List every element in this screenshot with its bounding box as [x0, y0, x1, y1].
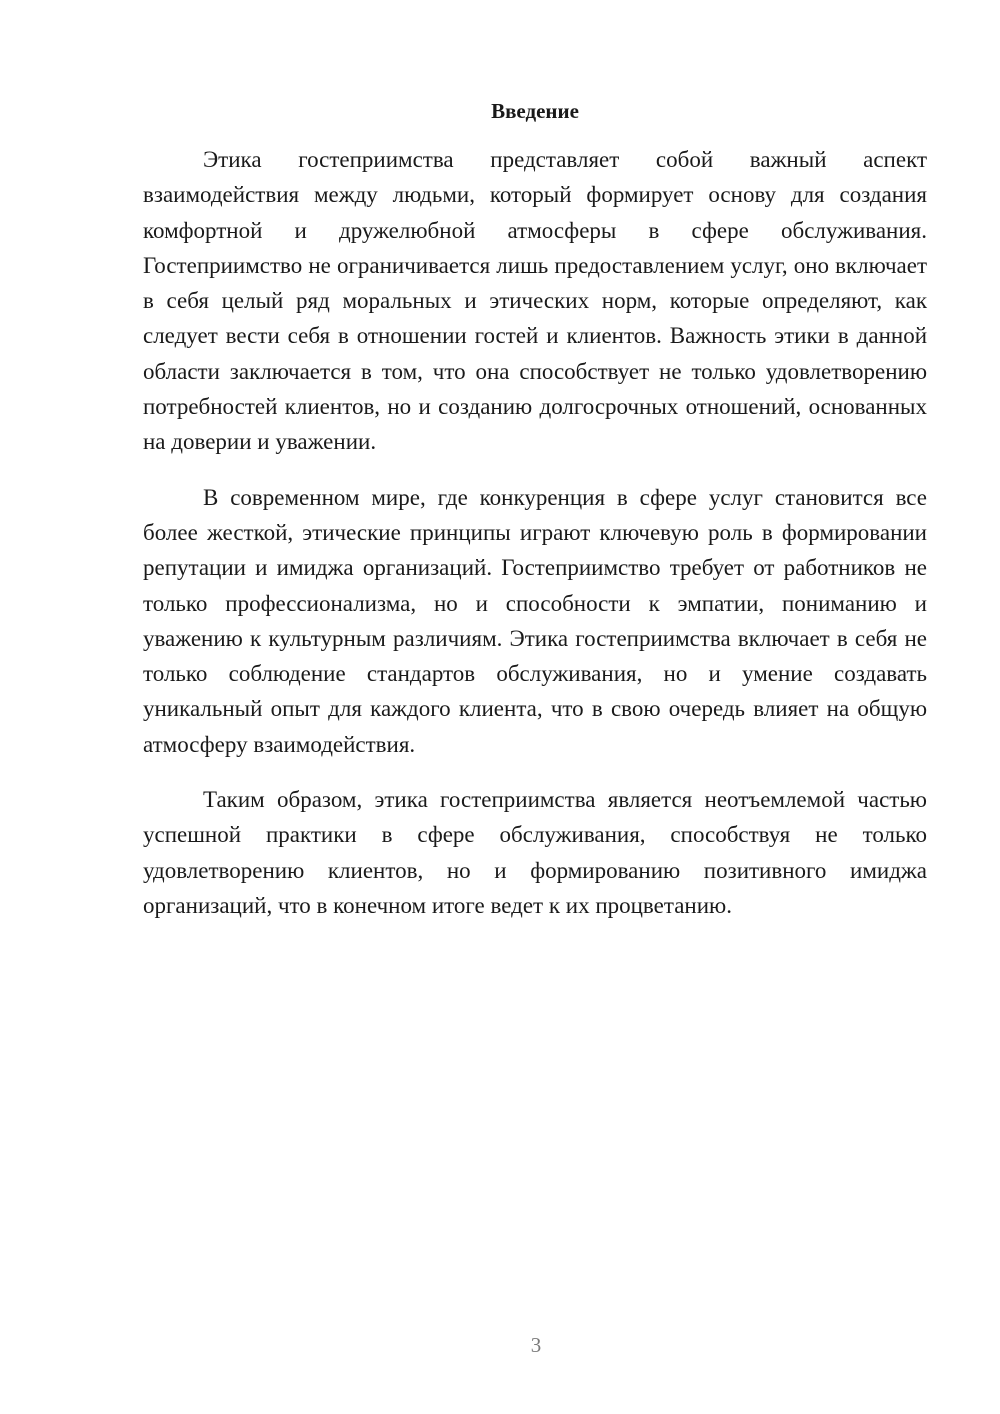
paragraph-1: Этика гостеприимства представляет собой важный аспект взаимодействия между людьми, который формирует основу для создания комфортной и дружелюбной атмосферы в сфере обслуживания. Гостеприимство не ограничивается лишь предоставлением услуг, оно включает в себя целый ряд моральных и этических норм, которые определяют, как следует вести себя в отношении гостей и клиентов. Важность этики в данной области заключается в том, что она способствует не только удовлетворению потребностей клиентов, но и созданию долгосрочных отношений, основанных на доверии и уважении. — [143, 147, 927, 455]
section-title: Введение — [491, 99, 579, 123]
paragraph-2: В современном мире, где конкуренция в сфере услуг становится все более жесткой, этические принципы играют ключевую роль в формировании репутации и имиджа организаций. Гостеприимство требует от работников не только профессионализма, но и способности к эмпатии, пониманию и уважению к культурным различиям. Этика гостеприимства включает в себя не только соблюдение стандартов обслуживания, но и умение создавать уникальный опыт для каждого клиента, что в свою очередь влияет на общую атмосферу взаимодействия. — [143, 484, 927, 757]
paragraph-3: Таким образом, этика гостеприимства является неотъемлемой частью успешной практики в сфере обслуживания, способствуя не только удовлетворению клиентов, но и формированию позитивного имиджа организаций, что в конечном итоге ведет к их процветанию. — [143, 787, 927, 918]
body-text — [143, 142, 927, 943]
page-number: 3 — [530, 1333, 542, 1357]
